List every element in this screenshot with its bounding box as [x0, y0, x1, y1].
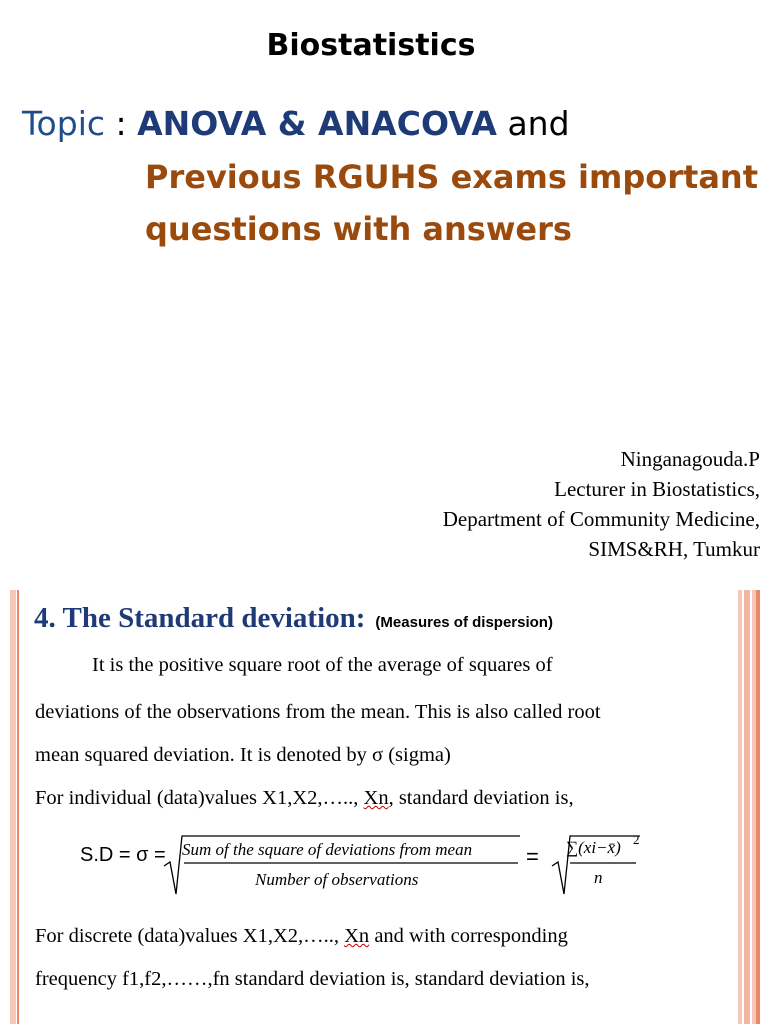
author-name: Ninganagouda.P: [620, 447, 760, 471]
para5-suffix: and with corresponding: [369, 925, 568, 947]
formula-denominator-symbolic: n: [594, 868, 603, 887]
paragraph-line-1: It is the positive square root of the average of squares of: [92, 654, 553, 676]
sd-formula: [80, 832, 680, 902]
topic-label: Topic: [22, 104, 105, 143]
subtitle-line-2: questions with answers: [145, 210, 572, 248]
author-inst: SIMS&RH, Tumkur: [588, 537, 760, 561]
paragraph-line-4: [35, 787, 574, 810]
slide-standard-deviation: [0, 582, 768, 1024]
section-heading: [34, 602, 553, 635]
slide-title-heading: Biostatistics: [266, 28, 476, 63]
author-block: [443, 444, 760, 564]
paragraph-line-6: frequency f1,f2,……,fn standard deviation is, standard deviation is,: [35, 968, 590, 990]
formula-lhs: S.D = σ =: [80, 844, 166, 866]
formula-numerator-text: Sum of the square of deviations from mean: [182, 840, 473, 859]
para5-prefix: For discrete (data)values X1,X2,…..,: [35, 925, 345, 947]
paragraph-line-5: [35, 925, 568, 948]
formula-numerator-symbolic: ∑(xi−x̄): [566, 838, 621, 857]
topic-line: [22, 104, 570, 143]
subtitle-line-1: Previous RGUHS exams important: [145, 158, 758, 196]
author-role: Lecturer in Biostatistics,: [554, 477, 760, 501]
para5-xn: Xn: [344, 925, 370, 947]
topic-separator: :: [105, 104, 138, 143]
topic-and: and: [496, 104, 570, 143]
topic-main: ANOVA & ANACOVA: [137, 104, 497, 143]
section-title: 4. The Standard deviation:: [34, 602, 366, 634]
formula-denominator-text: Number of observations: [255, 870, 419, 889]
author-dept: Department of Community Medicine,: [442, 507, 760, 531]
para4-prefix: For individual (data)values X1,X2,…..,: [35, 787, 364, 809]
para4-xn: Xn: [363, 787, 389, 809]
right-border-stripes: [738, 590, 760, 1024]
para4-suffix: , standard deviation is,: [388, 787, 574, 809]
section-note: (Measures of dispersion): [375, 614, 553, 631]
formula-equals: =: [526, 844, 539, 869]
paragraph-line-2: deviations of the observations from the mean. This is also called root: [35, 701, 601, 723]
left-border-stripe: [10, 590, 16, 1024]
left-border-line: [17, 590, 19, 1024]
formula-exponent: 2: [633, 832, 640, 847]
paragraph-line-3: mean squared deviation. It is denoted by σ (sigma): [35, 744, 451, 766]
